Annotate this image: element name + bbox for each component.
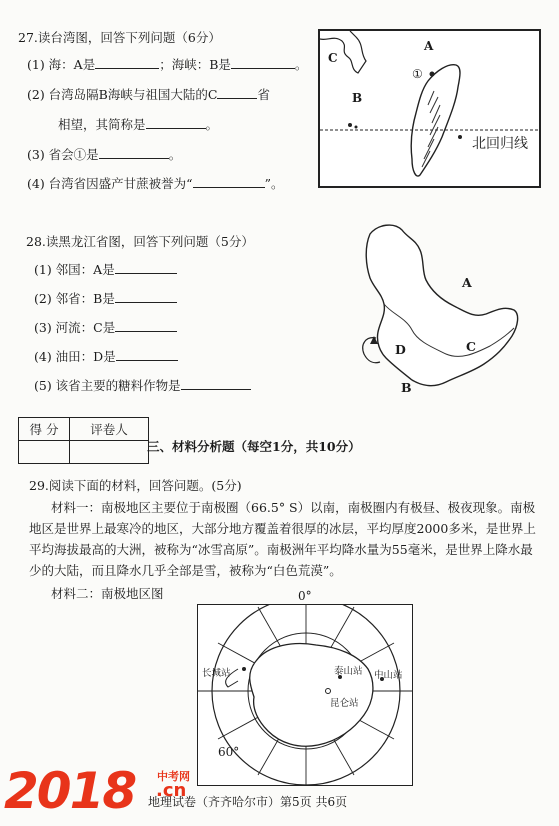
q27-blank-nickname[interactable]	[193, 175, 265, 188]
q27-line3-b: 。	[205, 117, 219, 132]
taiwan-label-a: A	[424, 39, 434, 53]
q27-line5	[27, 174, 283, 192]
q28-line3-text: (3) 河流：C是	[34, 320, 116, 335]
q28-line5	[34, 376, 251, 394]
q27-line1-c: 。	[294, 57, 308, 72]
tropic-label: 北回归线	[472, 136, 528, 152]
watermark-site: 中考网	[157, 770, 190, 783]
taiwan-label-c: C	[328, 51, 338, 65]
q27-line4-b: 。	[168, 147, 182, 162]
page-footer: 地理试卷（齐齐哈尔市）第5页 共6页	[148, 795, 348, 809]
q27-line1-b: ；海峡：B是	[159, 57, 231, 72]
q28-blank-sugar[interactable]	[181, 377, 251, 390]
grader-cell[interactable]	[70, 441, 149, 464]
q27-line5-a: (4) 台湾省因盛产甘蔗被誉为“	[27, 176, 193, 191]
watermark-domain: .cn	[156, 780, 187, 801]
taiwan-label-b: B	[352, 91, 363, 105]
q27-blank-c[interactable]	[217, 86, 257, 99]
penghu-island	[348, 123, 352, 127]
station-changcheng: 长城站	[202, 668, 231, 679]
score-cell[interactable]	[19, 441, 70, 464]
section-3-heading: 三、材料分析题（每空1分，共10分）	[147, 439, 361, 454]
q28-line2	[34, 289, 177, 307]
q28-blank-a[interactable]	[115, 261, 177, 274]
capital-dot	[430, 72, 435, 77]
q27-line3	[58, 115, 218, 133]
station-dot-changcheng	[242, 667, 246, 671]
q27-line5-b: ”。	[264, 176, 284, 191]
q27-line1	[27, 55, 307, 73]
q28-line1-text: (1) 邻国：A是	[34, 262, 115, 277]
hlj-label-c: C	[466, 339, 476, 354]
taiwan-map-svg	[320, 31, 539, 186]
q27-title: 27.读台湾图，回答下列问题（6分）	[18, 30, 221, 45]
q29-material2: 材料二：南极地区图	[51, 586, 164, 601]
q28-line1	[34, 260, 177, 278]
taiwan-label-1: ①	[412, 67, 423, 81]
score-col-pingjuanren: 评卷人	[70, 418, 149, 441]
q28-line2-text: (2) 邻省：B是	[34, 291, 115, 306]
taiwan-island	[411, 65, 460, 176]
q28-line4-text: (4) 油田：D是	[34, 349, 116, 364]
q28-title: 28.读黑龙江省图，回答下列问题（5分）	[26, 234, 254, 249]
antarctica-map	[197, 604, 413, 786]
deg-60-label: 60°	[218, 745, 240, 759]
green-island	[458, 135, 462, 139]
q28-line4	[34, 347, 178, 365]
q28-blank-d[interactable]	[116, 348, 178, 361]
q27-line4	[27, 145, 181, 163]
hlj-label-b: B	[401, 380, 412, 395]
q29-material1: 材料一：南极地区主要位于南极圈（66.5° S）以南，南极圈内有极昼、极夜现象。南极地区是世界上最寒冷的地区，大部分地方覆盖着很厚的冰层，平均厚度2000多米，是世界上平均海拔最高的大洲，被称为“冰雪高原”。南极洲年平均降水量为55毫米，是世界上降水最少的大陆，而且降水几乎全部是雪，被称为“白色荒漠”。	[29, 500, 536, 578]
q27-line4-a: (3) 省会①是	[27, 147, 99, 162]
deg-0-label: 0°	[298, 589, 312, 603]
q27-line2	[27, 85, 270, 103]
score-table	[18, 417, 149, 464]
q27-line1-a: (1) 海：A是	[27, 57, 96, 72]
hlj-label-a: A	[462, 275, 472, 290]
q27-blank-abbr[interactable]	[146, 116, 206, 129]
hlj-label-d: D	[395, 342, 406, 357]
q27-line2-b: 省	[257, 87, 270, 102]
penghu-island-2	[355, 126, 358, 129]
station-zhongshan: 中山站	[374, 670, 403, 681]
q27-blank-a[interactable]	[95, 56, 159, 69]
score-col-defen: 得 分	[19, 418, 70, 441]
taiwan-map	[318, 29, 541, 188]
q28-blank-c[interactable]	[115, 319, 177, 332]
heilongjiang-map	[350, 218, 525, 408]
q27-blank-capital[interactable]	[99, 146, 169, 159]
q29-title: 29.阅读下面的材料，回答问题。(5分)	[29, 478, 242, 493]
q27-line2-a: (2) 台湾岛隔B海峡与祖国大陆的C	[27, 87, 218, 102]
watermark-logo: 2018	[4, 762, 136, 820]
q28-blank-b[interactable]	[115, 290, 177, 303]
mainland-coast	[320, 31, 366, 73]
heilongjiang-outline	[366, 225, 517, 386]
q28-line5-text: (5) 该省主要的糖料作物是	[34, 378, 181, 393]
station-taishan: 泰山站	[334, 666, 363, 677]
q27-line3-a: 相望，其简称是	[58, 117, 146, 132]
q27-blank-b[interactable]	[231, 56, 295, 69]
q28-line3	[34, 318, 177, 336]
station-kunlun: 昆仑站	[330, 698, 359, 709]
